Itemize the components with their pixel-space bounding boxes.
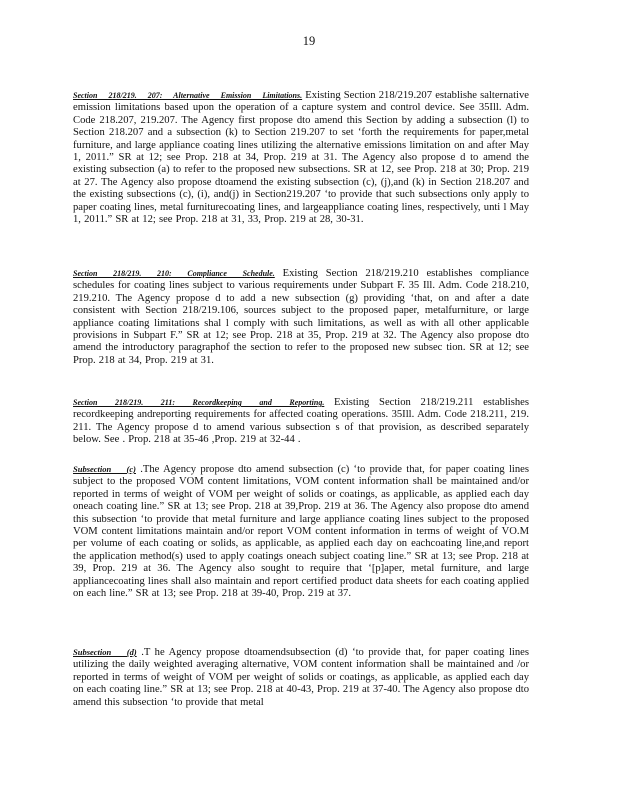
- subsection-heading: Subsection (d): [73, 647, 137, 657]
- section-heading: Section 218/219. 207: Alternative Emission Limitations.: [73, 91, 303, 100]
- subsection-heading: Subsection (c): [73, 464, 136, 474]
- paragraph-text: Existing Section 218/219.210 establishes compliance schedules for coating lines subject to various requirements under Subpart F. 35 Ill. Adm. Code 218.210, 219.210. The Agency propose d to add a new subsection (g) providing ‘that, on and after a date consistent with Section 218/219.106, sources subject to the proposed paper, metalfurniture, or large appliance coating limitations shal l comply with such limitations, as well as with all other applicable provisions in Subpart F.” SR at 12; see Prop. 218 at 35, Prop. 219 at 32. The Agency also propose dto amend the introductory paragraphof the section to refer to the proposed new subsec tion. SR at 12; see Prop. 218 at 34, Prop. 219 at 31.: [73, 268, 530, 366]
- paragraph-text: .The Agency propose dto amend subsection (c) ‘to provide that, for paper coating lines subject to the proposed VOM content limitations, VOM content information shall be maintained and/or reported in terms of weight of VOM per weight of solids or coatings, as applicable, as applied each day oneach coating line.” SR at 13; see Prop. 218 at 39,Prop. 219 at 36. The Agency also propose dto amend this subsection ‘to provide that metal furniture and large appliance coating lines subject to the proposed VOM content limitations maintain and/or report VOM content information in terms of weight of VO.M per volume of each coating or solids, as applicable, as applied each day on eachcoating line,and report the application method(s) used to apply coatings oneach subject coating line.” SR at 13; see Prop. 218 at 39, Prop. 219 at 36. The Agency also sought to require that ‘[p]aper, metal furniture, and large appliancecoating lines shall also maintain and report certified product data sheets for each coating applied on each line.” SR at 13; see Prop. 218 at 39-40, Prop. 219 at 37.: [73, 464, 530, 600]
- paragraph-subsection-d: [73, 646, 529, 709]
- paragraph-section-207: [73, 90, 529, 226]
- section-heading: Section 218/219. 211: Recordkeeping and Reporting.: [73, 398, 325, 407]
- paragraph-text: Existing Section 218/219.207 establishe salternative emission limitations based upon the operation of a capture system and control device. See 35Ill. Adm. Code 218.207, 219.207. The Agency first propose dto amend this Section by adding a subsection (l) to Section 218.207 and a subsection (k) to Section 219.207 to set ‘forth the requirements for paper,metal furniture, and large appliance coating lines utilizing the alternative emissions limitation on and after May 1, 2011.” SR at 12; see Prop. 218 at 34, Prop. 219 at 31. The Agency also propose d to amend the existing subsection (a) to refer to the proposed new subsections. SR at 12, see Prop. 218 at 30; Prop. 219 at 27. The Agency also propose dtoamend the existing subsection (c), (j),and (k) in Section 218.207 and the existing subsections (c), (i), and(j) in Section219.207 ‘to provide that such subsections only apply to paper coating lines, metal furniturecoating lines, and largeappliance coating lines, respectively, unti l May 1, 2011.” SR at 12; see Prop. 218 at 31, 33, Prop. 219 at 28, 30-31.: [73, 90, 529, 226]
- paragraph-section-211: [73, 397, 529, 447]
- paragraph-text: .T he Agency propose dtoamendsubsection (d) ‘to provide that, for paper coating lines utilizing the daily weighted averaging alternative, VOM content information shall be maintained and /or reported in terms of weight of VOM per weight of solids or coatings, as applicable, as applied each day on each coating line.” SR at 13; see Prop. 218 at 40-43, Prop. 219 at 37-40. The Agency also propose dto amend this subsection ‘to provide that metal: [73, 647, 529, 708]
- section-heading: Section 218/219. 210: Compliance Schedule.: [73, 269, 275, 278]
- paragraph-text: Existing Section 218/219.211 establishes recordkeeping andreporting requirements for affected coating operations. 35Ill. Adm. Code 218.211, 219. 211. The Agency propose d to amend various subsection s of that provision, as described separately below. See . Prop. 218 at 35-46 ,Prop. 219 at 32-44 .: [73, 397, 529, 446]
- paragraph-subsection-c: [73, 463, 529, 600]
- paragraph-section-210: [73, 268, 529, 367]
- page-number: 19: [302, 34, 316, 48]
